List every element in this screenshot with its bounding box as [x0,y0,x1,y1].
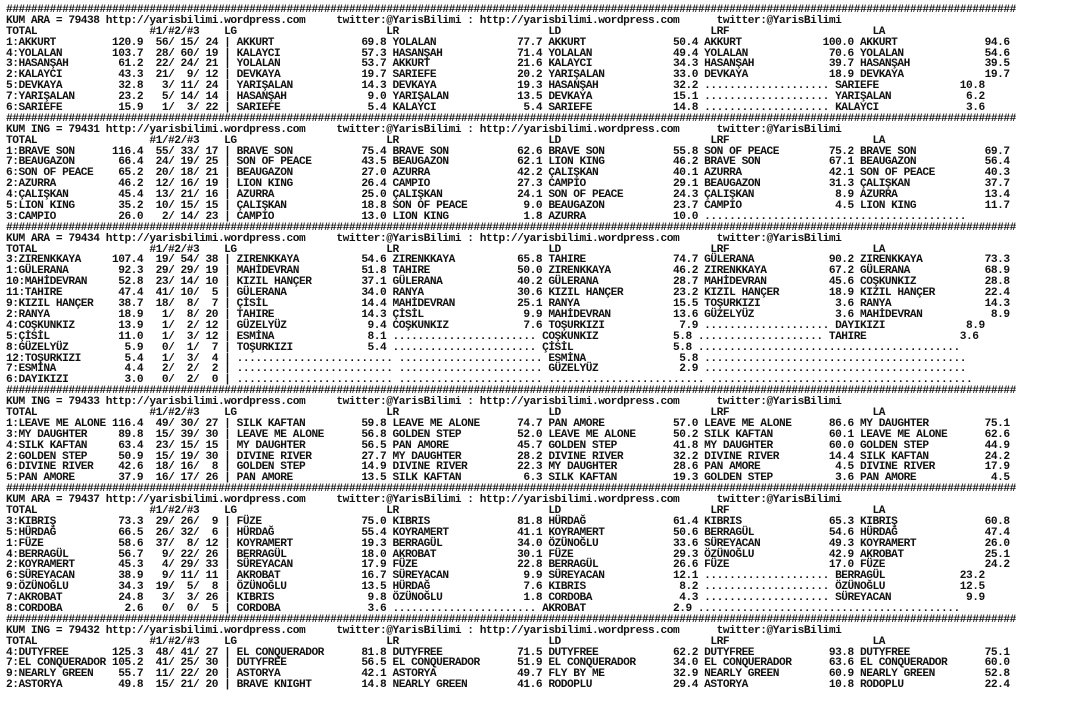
column-header-line: TOTAL #1/#2/#3 LG LR LD LRF LA [6,504,885,517]
horse-row: 4:COŞKUNKIZ 13.9 1/ 2/ 12 | GÜZELYÜZ 9.4 COŞKUNKIZ 7.6 TOŞURKIZI 7.9 .................... DAYIKIZI 8.9 [6,319,985,332]
race-header-line: KUM ING = 79431 http://yarisbilimi.wordpress.com twitter:@YarisBilimi : http://yarisbilimi.wordpress.com twitter:@YarisBilimi [6,123,842,136]
column-header-line: TOTAL #1/#2/#3 LG LR LD LRF LA [6,406,885,419]
horse-row: 5:ÇİSİL 11.0 1/ 3/ 12 | ESMİNA 8.1 ....................... COŞKUNKIZ 5.8 .................... TAHIRE 3.6 [6,330,979,343]
horse-row: 2:GOLDEN STEP 50.9 15/ 19/ 30 | DIVINE RIVER 27.7 MY DAUGHTER 28.2 DIVINE RIVER 32.2 DIVINE RIVER 14.4 SILK KAFTAN 24.2 [6,450,1010,463]
race-statistics-report [6,5,1016,691]
horse-row: 3:HASANŞAH 61.2 22/ 24/ 21 | YOLALAN 53.7 AKKURT 21.6 KALAYCI 34.3 HASANŞAH 39.7 HASANŞAH 39.5 [6,58,1010,71]
column-header-line: TOTAL #1/#2/#3 LG LR LD LRF LA [6,635,885,648]
horse-row: 1:AKKURT 120.9 56/ 15/ 24 | AKKURT 69.8 YOLALAN 77.7 AKKURT 50.4 AKKURT 100.0 AKKURT 94.6 [6,36,1010,49]
horse-row: 4:DUTYFREE 125.3 48/ 41/ 27 | EL CONQUERADOR 81.8 DUTYFREE 71.5 DUTYFREE 62.2 DUTYFREE 93.8 DUTYFREE 75.1 [6,646,1010,659]
horse-row: 5:DEVKAYA 32.8 3/ 11/ 24 | YARIŞALAN 14.3 DEVKAYA 19.3 HASANŞAH 32.2 .................... SARIEFE 10.8 [6,80,985,93]
race-header-line: KUM ING = 79433 http://yarisbilimi.wordpress.com twitter:@YarisBilimi : http://yarisbilimi.wordpress.com twitter:@YarisBilimi [6,396,842,409]
horse-row: 6:SARIEFE 15.9 1/ 3/ 22 | SARIEFE 5.4 KALAYCI 5.4 SARIEFE 14.8 .................... KALAYCI 3.6 [6,102,985,115]
separator-line: ################################################################################################################################################################## [6,221,1016,234]
horse-row: 3:CAMPIO 26.0 2/ 14/ 23 | CAMPIO 13.0 LION KING 1.8 AZURRA 10.0 .......................................... [6,210,966,223]
race-header-line: KUM ING = 79432 http://yarisbilimi.wordpress.com twitter:@YarisBilimi : http://yarisbilimi.wordpress.com twitter:@YarisBilimi [6,624,842,637]
horse-row: 6:SON OF PEACE 65.2 20/ 18/ 21 | BEAUGAZON 27.0 AZURRA 42.2 ÇALIŞKAN 40.1 AZURRA 42.1 SON OF PEACE 40.3 [6,167,1010,180]
horse-row: 4:YOLALAN 103.7 28/ 60/ 19 | KALAYCI 57.3 HASANŞAH 71.4 YOLALAN 49.4 YOLALAN 70.6 YOLALAN 54.6 [6,47,1010,60]
horse-row: 7:ESMİNA 4.4 2/ 2/ 2 | ......................... ....................... GÜZELYÜZ 2.9 .......................................... [6,363,966,376]
horse-row: 7:BEAUGAZON 66.4 24/ 19/ 25 | SON OF PEACE 43.5 BEAUGAZON 62.1 LION KING 46.2 BRAVE SON 67.1 BEAUGAZON 56.4 [6,156,1010,169]
horse-row: 7:EL CONQUERADOR 105.2 41/ 25/ 30 | DUTYFREE 56.5 EL CONQUERADOR 51.9 EL CONQUERADOR 34.0 EL CONQUERADOR 63.6 EL CONQUERADOR 60.0 [6,657,1010,670]
separator-line: ################################################################################################################################################################## [6,483,1016,496]
horse-row: 1:FÜZE 58.6 37/ 8/ 12 | KOYRAMERT 19.3 BERRAGÜL 34.0 ÖZÜNOĞLU 33.6 SÜREYACAN 49.3 KOYRAMERT 26.0 [6,537,1010,550]
horse-row: 2:KOYRAMERT 45.3 4/ 29/ 33 | SÜREYACAN 17.9 FÜZE 22.8 BERRAGÜL 26.6 FÜZE 17.0 FÜZE 24.2 [6,559,1010,572]
horse-row: 1:LEAVE ME ALONE 116.4 49/ 30/ 27 | SILK KAFTAN 59.8 LEAVE ME ALONE 74.7 PAN AMORE 57.0 LEAVE ME ALONE 86.6 MY DAUGHTER 75.1 [6,417,1010,430]
horse-row: 5:PAN AMORE 37.9 16/ 17/ 26 | PAN AMORE 13.5 SILK KAFTAN 6.3 SILK KAFTAN 19.3 GOLDEN STEP 3.6 PAN AMORE 4.5 [6,472,1010,485]
horse-row: 1:BRAVE SON 116.4 55/ 33/ 17 | BRAVE SON 75.4 BRAVE SON 62.6 BRAVE SON 55.8 SON OF PEACE 75.2 BRAVE SON 69.7 [6,145,1010,158]
separator-line: ################################################################################################################################################################## [6,385,1016,398]
horse-row: 4:SILK KAFTAN 63.4 23/ 15/ 15 | MY DAUGHTER 56.5 PAN AMORE 45.7 GOLDEN STEP 41.8 MY DAUGHTER 60.0 GOLDEN STEP 44.9 [6,439,1010,452]
horse-row: 9:NEARLY GREEN 55.7 11/ 22/ 20 | ASTORYA 42.1 ASTORYA 49.7 FLY BY ME 32.9 NEARLY GREEN 60.9 NEARLY GREEN 52.8 [6,668,1010,681]
race-header-line: KUM ARA = 79438 http://yarisbilimi.wordpress.com twitter:@YarisBilimi : http://yarisbilimi.wordpress.com twitter:@YarisBilimi [6,14,842,27]
column-header-line: TOTAL #1/#2/#3 LG LR LD LRF LA [6,25,885,38]
horse-row: 7:AKROBAT 24.8 3/ 3/ 26 | KIBRIS 9.8 ÖZÜNOĞLU 1.8 CORDOBA 4.3 .................... SÜREYACAN 9.9 [6,592,985,605]
column-header-line: TOTAL #1/#2/#3 LG LR LD LRF LA [6,243,885,256]
horse-row: 1:GÜLERANA 92.3 29/ 29/ 19 | MAHİDEVRAN 51.8 TAHIRE 50.0 ZIRENKKAYA 46.2 ZIRENKKAYA 67.2 GÜLERANA 68.9 [6,265,1010,278]
horse-row: 2:RANYA 18.9 1/ 8/ 20 | TAHIRE 14.3 ÇİSİL 9.9 MAHİDEVRAN 13.6 GÜZELYÜZ 3.6 MAHİDEVRAN 8.9 [6,308,1010,321]
horse-row: 8:CORDOBA 2.6 0/ 0/ 5 | CORDOBA 3.6 ....................... AKROBAT 2.9 .......................................... [6,602,960,615]
horse-row: 9:KIZIL HANÇER 38.7 18/ 8/ 7 | ÇİSİL 14.4 MAHİDEVRAN 25.1 RANYA 15.5 TOŞURKIZI 3.6 RANYA 14.3 [6,298,1010,311]
horse-row: 3:KIBRIŞ 73.3 29/ 26/ 9 | FÜZE 75.0 KIBRIS 81.8 HÜRDAĞ 61.4 KIBRIS 65.3 KIBRIŞ 60.8 [6,515,1010,528]
horse-row: 4:ÇALIŞKAN 45.4 13/ 21/ 16 | AZURRA 25.0 ÇALIŞKAN 24.1 SON OF PEACE 24.3 ÇALIŞKAN 8.9 AZURRA 13.4 [6,189,1010,202]
horse-row: 9:ÖZÜNOĞLU 34.3 19/ 5/ 8 | ÖZÜNOĞLU 13.5 HÜRDAĞ 7.6 KIBRIS 8.2 .................... ÖZÜNOĞLU 12.5 [6,581,985,594]
horse-row: 8:GÜZELYÜZ 5.9 0/ 1/ 7 | TOŞURKIZI 5.4 ....................... ÇİSİL 5.8 .......................................... [6,341,960,354]
horse-row: 10:MAHİDEVRAN 52.8 23/ 14/ 10 | KIZIL HANÇER 37.1 GÜLERANA 40.2 GÜLERANA 28.7 MAHİDEVRAN 45.6 COŞKUNKIZ 28.8 [6,276,1010,289]
horse-row: 3:MY DAUGHTER 89.8 15/ 39/ 30 | LEAVE ME ALONE 56.8 GOLDEN STEP 52.0 LEAVE ME ALONE 50.2 SILK KAFTAN 60.1 LEAVE ME ALONE 62.6 [6,428,1010,441]
horse-row: 2:ASTORYA 49.8 15/ 21/ 20 | BRAVE KNIGHT 14.8 NEARLY GREEN 41.6 RODOPLU 29.4 ASTORYA 10.8 RODOPLU 22.4 [6,679,1010,692]
horse-row: 6:DIVINE RIVER 42.6 18/ 16/ 8 | GOLDEN STEP 14.9 DIVINE RIVER 22.3 MY DAUGHTER 28.6 PAN AMORE 4.5 DIVINE RIVER 17.9 [6,461,1010,474]
horse-row: 3:ZIRENKKAYA 107.4 19/ 54/ 38 | ZIRENKKAYA 54.6 ZIRENKKAYA 65.8 TAHIRE 74.7 GÜLERANA 90.2 ZIRENKKAYA 73.3 [6,254,1010,267]
separator-line: ################################################################################################################################################################## [6,613,1016,626]
horse-row: 2:KALAYCI 43.3 21/ 9/ 12 | DEVKAYA 19.7 SARIEFE 20.2 YARIŞALAN 33.0 DEVKAYA 18.9 DEVKAYA 19.7 [6,69,1010,82]
separator-line: ################################################################################################################################################################## [6,112,1016,125]
column-header-line: TOTAL #1/#2/#3 LG LR LD LRF LA [6,134,885,147]
horse-row: 7:YARIŞALAN 23.2 5/ 14/ 14 | HASANŞAH 9.0 YARIŞALAN 13.5 DEVKAYA 15.1 .................... YARIŞALAN 6.2 [6,91,985,104]
horse-row: 6:SÜREYACAN 38.9 9/ 11/ 11 | AKROBAT 16.7 SÜREYACAN 9.9 SÜREYACAN 12.1 .................... BERRAGÜL 23.2 [6,570,985,583]
horse-row: 11:TAHIRE 47.4 41/ 10/ 5 | GÜLERANA 34.0 RANYA 30.6 KIZIL HANÇER 23.2 KIZIL HANÇER 18.9 KIZIL HANÇER 22.4 [6,287,1010,300]
horse-row: 12:TOŞURKIZI 5.4 1/ 3/ 4 | ......................... ....................... ESMİNA 5.8 .......................................... [6,352,966,365]
horse-row: 2:AZURRA 46.2 12/ 16/ 19 | LION KING 26.4 CAMPIO 27.3 CAMPIO 29.1 BEAUGAZON 31.3 ÇALIŞKAN 37.7 [6,178,1010,191]
horse-row: 5:HÜRDAĞ 66.5 26/ 32/ 6 | HÜRDAĞ 55.4 KOYRAMERT 41.1 KOYRAMERT 50.6 BERRAGÜL 54.6 HÜRDAĞ 47.4 [6,526,1010,539]
separator-line: ################################################################################################################################################################## [6,4,1016,16]
horse-row: 5:LION KING 35.2 10/ 15/ 15 | ÇALIŞKAN 18.8 SON OF PEACE 9.0 BEAUGAZON 23.7 CAMPIO 4.5 LION KING 11.7 [6,200,1010,213]
horse-row: 4:BERRAGÜL 56.7 9/ 22/ 26 | BERRAGÜL 18.0 AKROBAT 30.1 FÜZE 29.3 ÖZÜNOĞLU 42.9 AKROBAT 25.1 [6,548,1010,561]
race-header-line: KUM ARA = 79434 http://yarisbilimi.wordpress.com twitter:@YarisBilimi : http://yarisbilimi.wordpress.com twitter:@YarisBilimi [6,232,842,245]
race-header-line: KUM ARA = 79437 http://yarisbilimi.wordpress.com twitter:@YarisBilimi : http://yarisbilimi.wordpress.com twitter:@YarisBilimi [6,494,842,507]
horse-row: 6:DAYIKIZI 3.0 0/ 2/ 0 | ......................... ....................... ......................... .......................................... [6,374,973,387]
